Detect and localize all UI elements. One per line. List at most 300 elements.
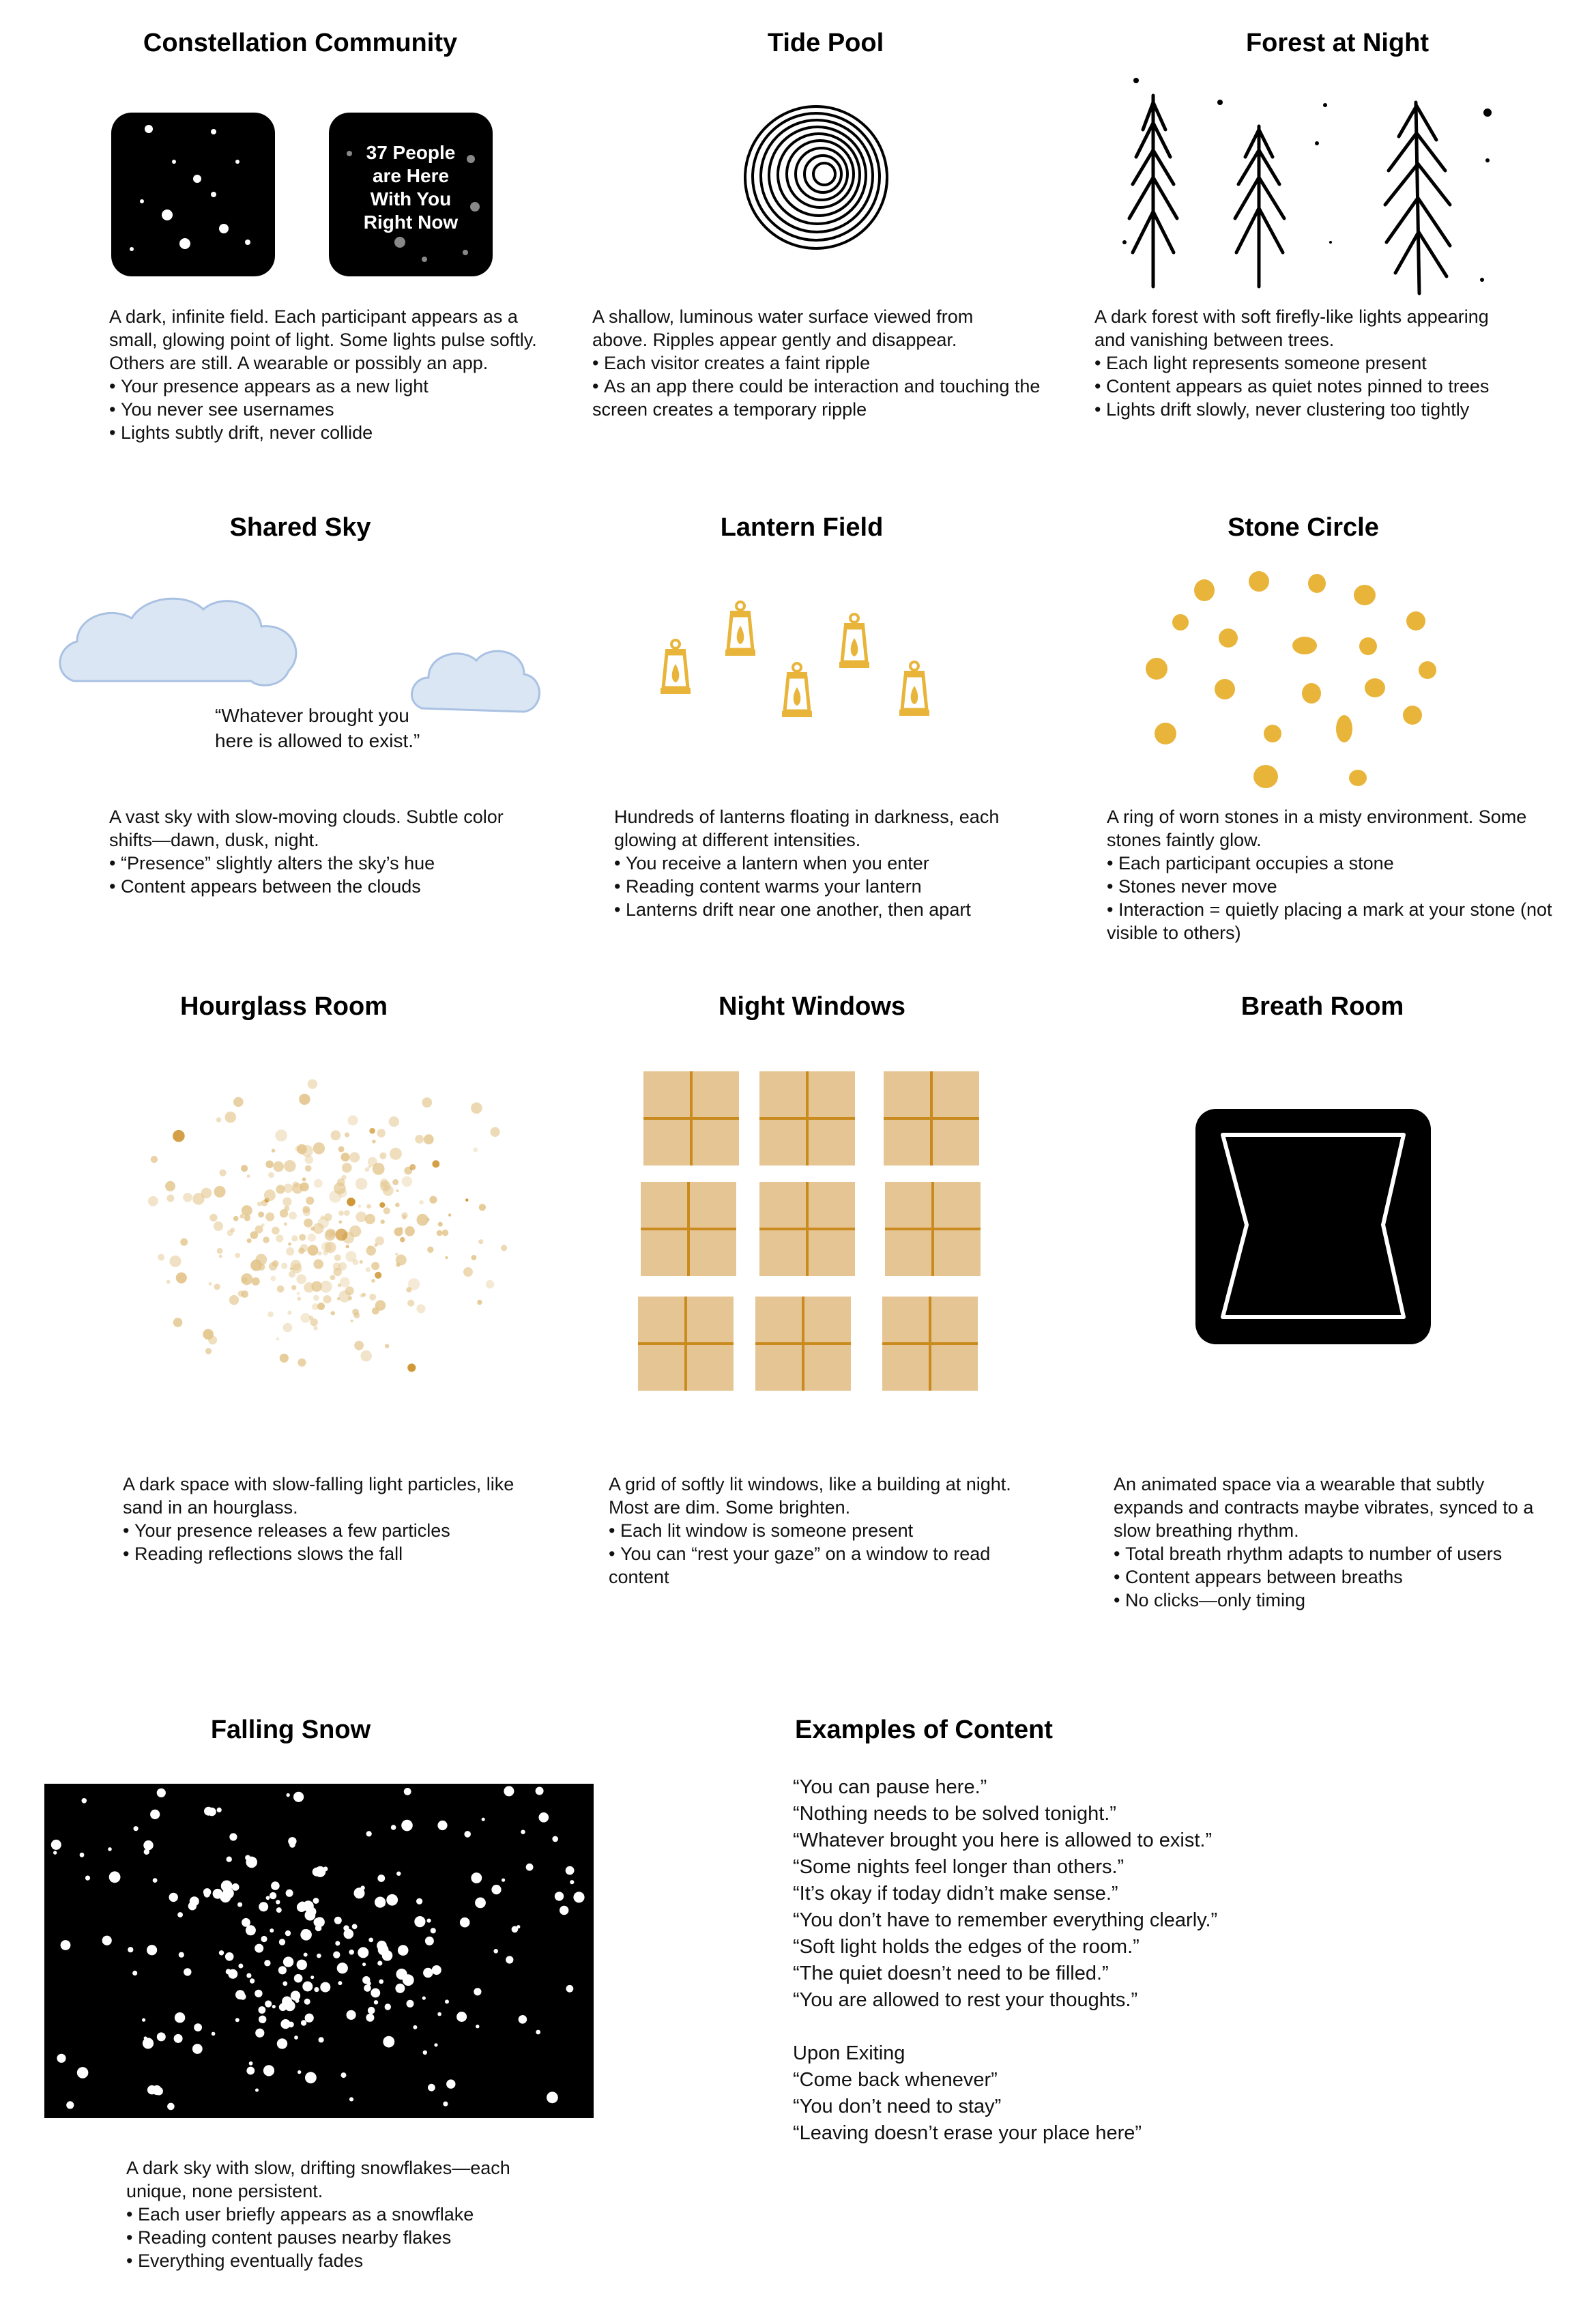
snowflake [352, 1924, 358, 1929]
snowflake [217, 1808, 222, 1812]
sand-particle [345, 1286, 354, 1295]
sand-particle [257, 1202, 262, 1206]
section-desc-forest: A dark forest with soft firefly-like lights appearing and vanishing between trees. • Each light represents someone present • Content appears as quiet notes pinned to trees • Lights drift slowly, never clustering too tightly [1094, 305, 1565, 421]
sand-particle [348, 1115, 358, 1125]
exit-quote: “You don’t need to stay” [793, 2096, 1002, 2117]
snowflake [212, 2032, 216, 2036]
sand-particle [407, 1300, 414, 1307]
sand-particle [313, 1295, 319, 1301]
snowflake [288, 2022, 294, 2028]
snowflake [278, 1966, 287, 1974]
sand-particle [217, 1248, 223, 1254]
snowflake [471, 1872, 482, 1883]
section-desc-constellation: A dark, infinite field. Each participant appears as a small, glowing point of light. Some lights pulse softly. Others are still. A wearable or possibly an app. • Your presence appears as a new light • You never see usernames • Lights subtly drift, never collide [109, 305, 560, 444]
sand-particle [300, 1313, 310, 1323]
snowflake [293, 1792, 304, 1802]
sand-particle [284, 1160, 295, 1172]
constellation-card-dots [111, 113, 275, 276]
sand-particle [277, 1286, 285, 1293]
snowflake [302, 1982, 313, 1992]
sand-particle [298, 1297, 302, 1301]
example-quote: “It’s okay if today didn’t make sense.” [793, 1883, 1118, 1905]
snowflake [261, 1936, 267, 1942]
snowflake [398, 1945, 409, 1956]
snowflake [377, 1874, 385, 1882]
snowflake [150, 1810, 160, 1819]
forest-trees [1105, 75, 1488, 293]
sand-particle [255, 1254, 267, 1266]
sand-particle [380, 1178, 388, 1187]
sand-particle [173, 1130, 185, 1142]
sand-particle [360, 1260, 363, 1264]
snowflake [482, 1818, 485, 1821]
snowflake [474, 1988, 481, 1995]
sand-particle [304, 1219, 313, 1228]
sand-particle [203, 1329, 214, 1340]
snowflake [229, 1833, 237, 1840]
sand-particle [424, 1134, 434, 1144]
snowflake [225, 1952, 234, 1961]
snowflake [153, 1878, 158, 1883]
sand-particle [396, 1254, 407, 1265]
snowflake [456, 2012, 467, 2022]
night-windows-grid [638, 1071, 993, 1385]
snowflake [422, 1997, 426, 2000]
sand-particle [252, 1277, 260, 1286]
sand-particle [170, 1256, 182, 1267]
snowflake [109, 1871, 121, 1883]
section-desc-stone-circle: A ring of worn stones in a misty environment. Some stones faintly glow. • Each participant occupies a stone • Stones never move • Interaction = quietly placing a mark at your stone (not visible to others) [1107, 805, 1578, 944]
snowflake [323, 1866, 328, 1871]
sand-particle [270, 1276, 276, 1282]
sand-particle [352, 1309, 359, 1316]
sand-particle [390, 1148, 402, 1160]
snowflake [235, 1990, 245, 1999]
snowflake [147, 2085, 156, 2094]
sand-particle [341, 1153, 350, 1161]
snowflake [270, 1892, 276, 1899]
snowflake [319, 2037, 324, 2042]
sand-particle [331, 1130, 341, 1140]
sand-particle [158, 1254, 164, 1261]
snowflake [276, 1900, 280, 1904]
snowflake [286, 1890, 293, 1897]
snowflake [570, 1880, 574, 1884]
exit-quote: “Leaving doesn’t erase your place here” [793, 2122, 1142, 2144]
sand-particle [299, 1094, 310, 1105]
sand-particle [230, 1228, 235, 1232]
sand-particle [292, 1183, 303, 1194]
snowflake [264, 1960, 270, 1966]
snowflake [222, 1887, 233, 1898]
sand-particle [346, 1251, 357, 1262]
sand-particle [369, 1128, 375, 1134]
snowflake [443, 2102, 448, 2107]
snowflake [246, 1925, 256, 1935]
sand-particle [395, 1253, 398, 1256]
sand-particle [392, 1179, 398, 1185]
sand-particle [445, 1256, 448, 1259]
sand-particle [369, 1294, 376, 1301]
snowflake [232, 1883, 240, 1891]
sand-particle [176, 1273, 187, 1284]
sand-particle [422, 1097, 432, 1108]
sand-particle [303, 1208, 310, 1216]
snowflake [298, 2070, 301, 2074]
sand-particle [317, 1251, 321, 1255]
snowflake [134, 1826, 139, 1831]
sand-particle [313, 1142, 325, 1154]
snowflake [177, 1912, 183, 1917]
lit-window [643, 1071, 739, 1166]
snowflake [521, 1830, 525, 1834]
section-title-lantern-field: Lantern Field [720, 513, 884, 542]
section-title-constellation: Constellation Community [143, 29, 458, 57]
snowflake [416, 1898, 422, 1905]
sand-particle [342, 1163, 352, 1173]
snowflake [555, 1892, 564, 1900]
snowflake [238, 1964, 243, 1969]
sand-particle [300, 1244, 308, 1252]
sand-particle [432, 1160, 439, 1168]
snowflake [228, 1969, 237, 1979]
sand-particle [401, 1212, 407, 1218]
sand-particle [408, 1278, 420, 1290]
sand-particle [336, 1229, 348, 1241]
lit-window [884, 1071, 979, 1166]
sand-particle [471, 1255, 477, 1260]
snowflake [547, 2091, 558, 2103]
sand-particle [338, 1146, 345, 1153]
snowflake [304, 1999, 310, 2005]
snowflake [263, 2065, 274, 2076]
sand-particle [395, 1203, 400, 1208]
sky-quote: “Whatever brought you here is allowed to exist.” [215, 705, 420, 751]
sand-particle [324, 1213, 332, 1221]
example-quote: “You don’t have to remember everything clearly.” [793, 1909, 1218, 1931]
sand-particle [165, 1181, 175, 1191]
snowflake [560, 1906, 568, 1915]
sand-particle [180, 1239, 188, 1246]
section-title-forest: Forest at Night [1245, 29, 1430, 57]
sand-particle [389, 1116, 399, 1127]
snowflake [385, 2003, 391, 2010]
snowflake [304, 1953, 308, 1957]
sand-particle [173, 1318, 183, 1327]
sand-particle [183, 1193, 192, 1202]
sand-particle [263, 1236, 270, 1243]
sand-particle [306, 1197, 314, 1205]
section-title-night-windows: Night Windows [718, 992, 906, 1021]
sand-particle [356, 1178, 368, 1190]
sand-particle [479, 1204, 486, 1211]
sand-particle [229, 1295, 239, 1305]
snowflake [358, 1947, 368, 1958]
sand-particle [258, 1212, 264, 1218]
snowflake [285, 1930, 291, 1936]
sand-particle [379, 1153, 386, 1159]
sand-particle [282, 1198, 291, 1206]
sand-particle [166, 1195, 174, 1202]
sand-particle [347, 1198, 356, 1206]
sand-particle [276, 1234, 283, 1242]
snowflake [282, 1981, 287, 1986]
snowflake [519, 2015, 527, 2024]
sand-particle [377, 1129, 386, 1138]
sand-particle [491, 1127, 500, 1137]
snowflake [354, 1887, 365, 1898]
snowflake [289, 1842, 295, 1848]
sand-particle [438, 1222, 443, 1227]
snowflake [460, 1917, 470, 1928]
sand-particle [288, 1243, 291, 1246]
section-desc-lantern-field: Hundreds of lanterns floating in darkness, each glowing at different intensities. • You receive a lantern when you enter • Reading content warms your lantern • Lanterns drift near one another, then apart [614, 805, 1051, 921]
snowflake [366, 1831, 372, 1836]
sand-particle [214, 1186, 226, 1198]
snowflake [259, 2006, 266, 2014]
sand-particle [448, 1213, 451, 1216]
snowflake [250, 1978, 255, 1983]
sand-particle [501, 1245, 507, 1251]
snowflake [142, 2018, 145, 2022]
sand-particle [368, 1157, 377, 1167]
cloud-left [53, 585, 313, 695]
sand-particle [308, 1080, 317, 1089]
snowflake [305, 2072, 317, 2083]
snowflake [368, 2007, 375, 2014]
sand-particle [273, 1161, 284, 1172]
sand-particle [368, 1245, 372, 1249]
snowflake [335, 1941, 340, 1945]
snowflake [77, 2067, 89, 2079]
lit-window [882, 1297, 978, 1391]
sand-particle [372, 1140, 376, 1144]
sand-particle [442, 1230, 449, 1236]
sand-particle [486, 1280, 494, 1288]
snowflake [374, 2000, 378, 2004]
sand-particle [379, 1202, 385, 1208]
sand-particle [265, 1161, 273, 1168]
sand-particle [205, 1348, 212, 1354]
section-title-tide-pool: Tide Pool [767, 29, 884, 57]
snowflake [259, 2016, 266, 2023]
sand-particle [281, 1263, 287, 1269]
snowflake [313, 1898, 319, 1904]
section-title-shared-sky: Shared Sky [229, 513, 371, 542]
snowflake [291, 1991, 300, 2000]
snowflake [132, 1971, 137, 1975]
snowflake [362, 1976, 370, 1984]
snowflake [536, 2030, 540, 2035]
snowflake [476, 2025, 479, 2028]
snowflake [245, 1855, 250, 1860]
snowflake [446, 2079, 455, 2088]
snowflake [427, 1919, 431, 1923]
sand-particle [284, 1206, 289, 1211]
snowflake [375, 1897, 386, 1908]
sand-particle [247, 1239, 252, 1243]
snowflake [445, 1999, 449, 2003]
snowflake [204, 1807, 213, 1816]
snowflake [307, 1907, 316, 1916]
snowflake [391, 1825, 396, 1830]
sand-particle [297, 1292, 300, 1295]
sand-particle [296, 1274, 306, 1284]
sand-particle [473, 1148, 478, 1153]
lit-window [759, 1071, 855, 1166]
sand-particle [385, 1344, 389, 1348]
falling-snow-scene [44, 1784, 594, 2118]
sand-particle [314, 1179, 323, 1188]
snowflake [526, 1864, 534, 1871]
snowflake [414, 1916, 425, 1927]
snowflake [272, 2005, 276, 2008]
snowflake [493, 1949, 498, 1954]
lit-window [755, 1297, 851, 1391]
snowflake [475, 1898, 486, 1909]
snowflake [227, 1857, 232, 1862]
sand-particle [416, 1304, 425, 1313]
sand-particle [399, 1227, 403, 1231]
sand-particle [345, 1132, 349, 1137]
snowflake [283, 1956, 293, 1967]
snowflake [265, 2001, 272, 2008]
section-desc-hourglass: A dark space with slow-falling light particles, like sand in an hourglass. • Your presence releases a few particles • Reading reflections slows the fall [123, 1473, 560, 1565]
snowflake [333, 1952, 340, 1958]
snowflake [314, 1987, 319, 1992]
snowflake [85, 1876, 90, 1881]
snowflake [192, 2044, 203, 2054]
snowflake [194, 2023, 202, 2031]
snowflake [512, 1926, 519, 1933]
sand-particle [287, 1311, 291, 1315]
snowflake [219, 1950, 224, 1955]
sand-particle [166, 1280, 171, 1284]
snowflake [80, 1853, 85, 1857]
sand-particle [321, 1215, 325, 1219]
snowflake [378, 1945, 389, 1956]
snowflake [349, 1950, 354, 1955]
snowflake [61, 1940, 71, 1950]
snowflake [301, 2020, 306, 2025]
snowflake [271, 1881, 280, 1890]
sand-particle [365, 1214, 375, 1224]
snowflake [255, 2029, 264, 2038]
snowflake [377, 1960, 382, 1965]
snowflake [237, 1902, 242, 1907]
snowflake [573, 1892, 584, 1902]
examples-title: Examples of Content [795, 1716, 1053, 1744]
section-title-breath-room: Breath Room [1240, 992, 1404, 1021]
snowflake [401, 1820, 413, 1832]
snowflake [320, 1982, 330, 1993]
snowflake [128, 1947, 133, 1952]
snowflake [315, 1917, 325, 1927]
sand-particle [286, 1247, 294, 1256]
sand-particle [214, 1221, 223, 1231]
sand-particle [320, 1281, 332, 1293]
snowflake [287, 1793, 290, 1797]
snowflake [174, 2034, 183, 2043]
snowflake [66, 2101, 74, 2109]
sand-particle [405, 1226, 415, 1236]
snowflake [203, 1888, 211, 1896]
sand-particle [247, 1174, 250, 1178]
snowflake [504, 1786, 514, 1796]
sand-particle [291, 1285, 296, 1290]
sand-particle [297, 1144, 307, 1155]
sand-particle [268, 1172, 274, 1178]
example-quote: “You can pause here.” [793, 1776, 987, 1798]
sand-particle [344, 1210, 350, 1216]
sand-particle [317, 1303, 325, 1310]
snowflake [143, 1840, 153, 1850]
sand-particle [330, 1275, 336, 1280]
exit-heading: Upon Exiting [793, 2042, 905, 2064]
snowflake [386, 1894, 398, 1906]
section-title-falling-snow: Falling Snow [210, 1716, 371, 1744]
snowflake [434, 2043, 437, 2046]
snowflake [235, 2018, 240, 2022]
sand-particle [331, 1311, 335, 1315]
section-desc-tide-pool: A shallow, luminous water surface viewed from above. Ripples appear gently and disappear. • Each visitor creates a faint ripple • As an app there could be interaction and touching the screen creates a temporary ripple [592, 305, 1056, 421]
snowflake [383, 2036, 394, 2048]
snowflake [246, 2067, 255, 2075]
snowflake [175, 2012, 185, 2023]
sand-particle [313, 1259, 323, 1269]
exit-quote: “Come back whenever” [793, 2069, 998, 2091]
sand-particle [365, 1168, 370, 1172]
hourglass-particles [96, 1051, 546, 1406]
snowflake [413, 2025, 417, 2029]
snowflake [502, 1879, 505, 1882]
snowflake [242, 1918, 250, 1927]
snowflake [432, 1965, 441, 1975]
snowflake [266, 1896, 270, 1900]
sand-particle [308, 1234, 316, 1242]
snowflake [437, 1821, 447, 1830]
sand-particle [478, 1239, 483, 1244]
snowflake [423, 1968, 433, 1978]
snowflake [437, 2012, 441, 2016]
sand-particle [383, 1207, 390, 1214]
snowflake [277, 2038, 287, 2049]
sand-particle [366, 1267, 371, 1272]
snowflake [539, 1812, 549, 1823]
snowflake [425, 1937, 434, 1945]
sand-particle [265, 1213, 274, 1221]
sand-particle [241, 1290, 248, 1298]
sand-particle [209, 1214, 217, 1221]
sand-particle [415, 1135, 424, 1144]
snowflake [536, 1787, 544, 1795]
sand-particle [329, 1191, 341, 1203]
sand-particle [471, 1103, 482, 1114]
sand-particle [375, 1272, 381, 1279]
sand-particle [396, 1189, 399, 1192]
sand-particle [375, 1243, 378, 1247]
snowflake [362, 1963, 366, 1966]
sand-particle [371, 1262, 379, 1270]
sand-particle [349, 1152, 360, 1162]
snowflake [349, 2097, 353, 2101]
sand-particle [309, 1316, 313, 1320]
sand-particle [427, 1247, 433, 1253]
snowflake [305, 2014, 314, 2023]
sand-particle [477, 1300, 482, 1305]
snowflake [396, 1872, 401, 1876]
snowflake [276, 1907, 282, 1913]
